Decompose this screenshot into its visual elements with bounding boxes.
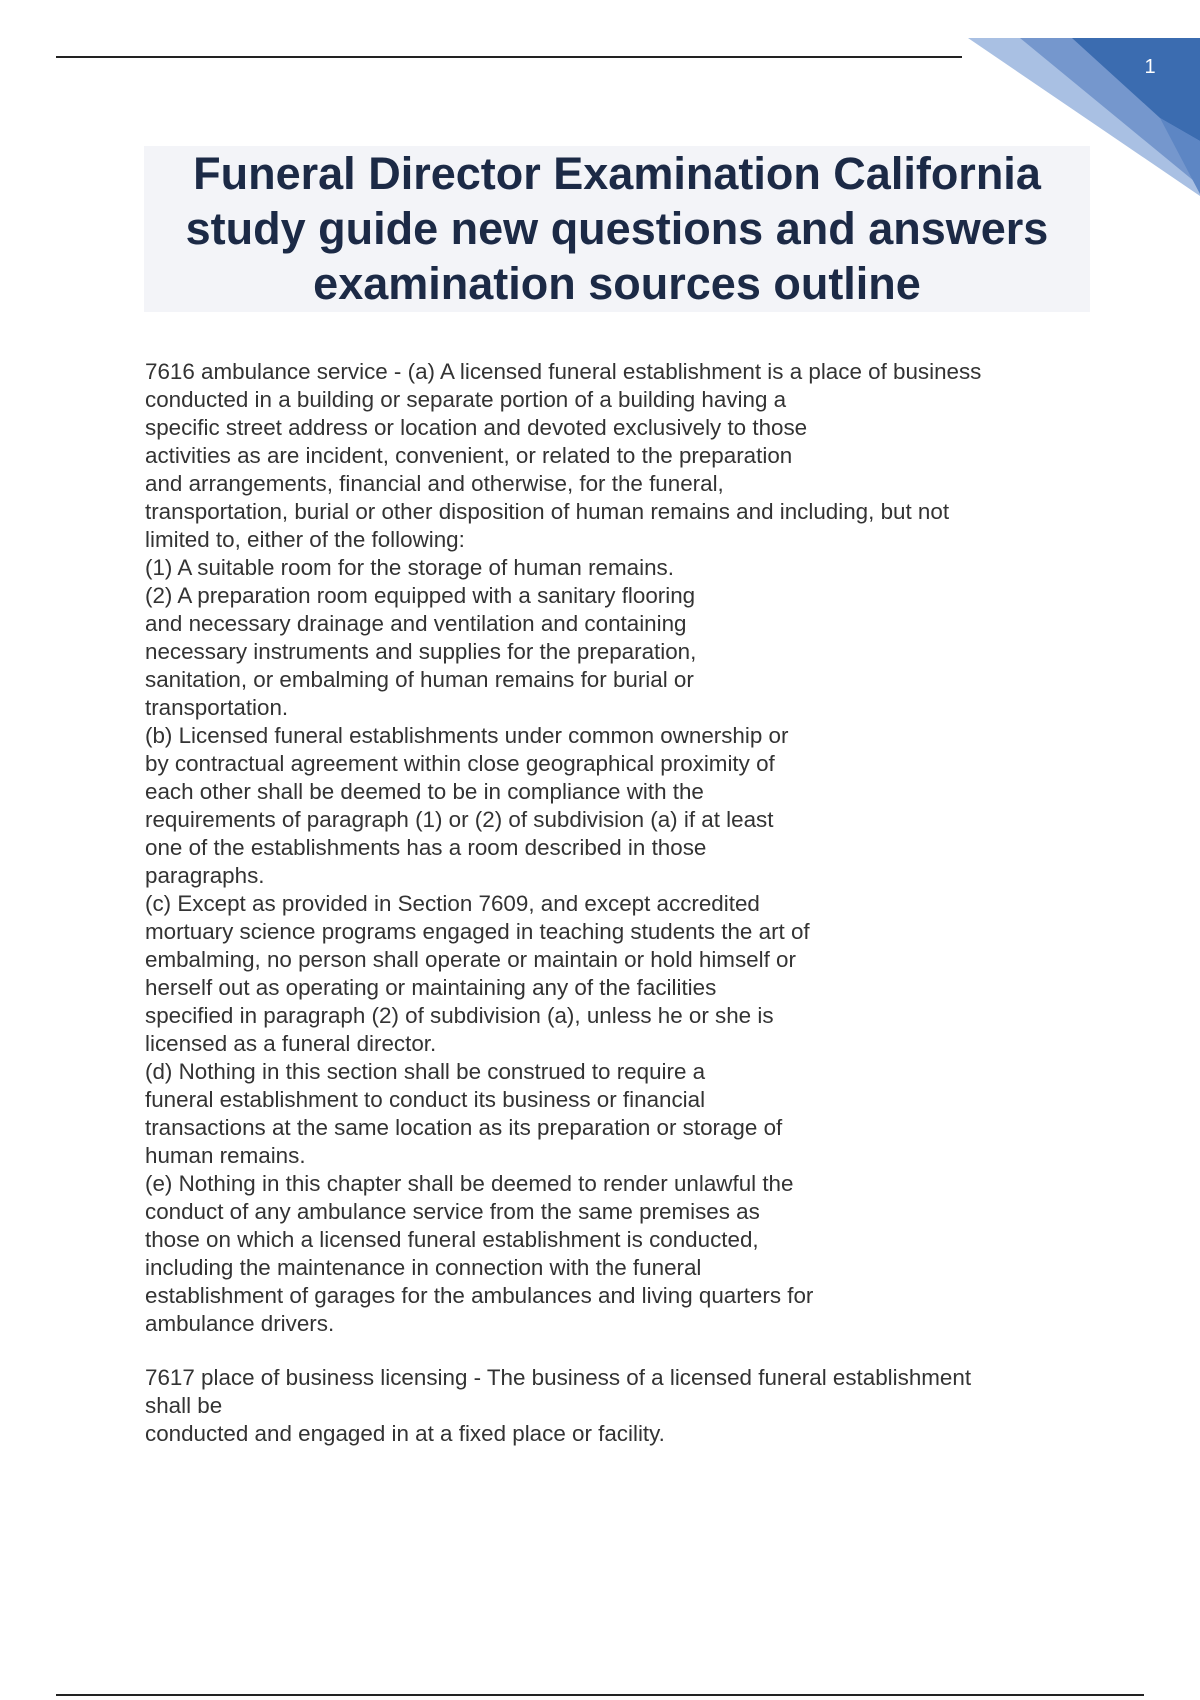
- text-line: (d) Nothing in this section shall be construed to require a: [145, 1059, 706, 1084]
- text-line: (2) A preparation room equipped with a sanitary flooring: [145, 583, 696, 608]
- document-body: [145, 358, 1145, 1448]
- text-line: sanitation, or embalming of human remains for burial or: [145, 667, 694, 692]
- footer-rule: [56, 1694, 1144, 1696]
- title-line: Funeral Director Examination California: [193, 148, 1041, 199]
- text-line: specified in paragraph (2) of subdivision (a), unless he or she is: [145, 1003, 774, 1028]
- text-line: herself out as operating or maintaining any of the facilities: [145, 975, 717, 1000]
- text-line: and necessary drainage and ventilation and containing: [145, 611, 687, 636]
- section-7617: [145, 1364, 1145, 1448]
- text-line: transportation, burial or other disposition of human remains and including, but not: [145, 499, 950, 524]
- text-line: human remains.: [145, 1143, 306, 1168]
- text-line: and arrangements, financial and otherwise, for the funeral,: [145, 471, 724, 496]
- text-line: 7617 place of business licensing - The business of a licensed funeral establishment: [145, 1365, 972, 1390]
- text-line: one of the establishments has a room described in those: [145, 835, 707, 860]
- text-line: conduct of any ambulance service from the same premises as: [145, 1199, 760, 1224]
- paragraph-gap: [145, 1338, 1145, 1364]
- title-line: examination sources outline: [313, 258, 921, 309]
- text-line: those on which a licensed funeral establishment is conducted,: [145, 1227, 759, 1252]
- header-rule: [56, 56, 962, 58]
- text-line: activities as are incident, convenient, or related to the preparation: [145, 443, 793, 468]
- text-line: including the maintenance in connection with the funeral: [145, 1255, 702, 1280]
- text-line: 7616 ambulance service - (a) A licensed funeral establishment is a place of business: [145, 359, 982, 384]
- text-line: (b) Licensed funeral establishments under common ownership or: [145, 723, 789, 748]
- text-line: requirements of paragraph (1) or (2) of subdivision (a) if at least: [145, 807, 774, 832]
- text-line: conducted in a building or separate portion of a building having a: [145, 387, 787, 412]
- document-title: [144, 146, 1090, 312]
- text-line: ambulance drivers.: [145, 1311, 335, 1336]
- text-line: specific street address or location and devoted exclusively to those: [145, 415, 808, 440]
- section-7616: [145, 358, 1145, 1338]
- text-line: paragraphs.: [145, 863, 265, 888]
- text-line: funeral establishment to conduct its business or financial: [145, 1087, 706, 1112]
- text-line: shall be: [145, 1393, 223, 1418]
- title-line: study guide new questions and answers: [185, 203, 1049, 254]
- text-line: transportation.: [145, 695, 289, 720]
- text-line: necessary instruments and supplies for the preparation,: [145, 639, 697, 664]
- text-line: by contractual agreement within close geographical proximity of: [145, 751, 775, 776]
- text-line: (e) Nothing in this chapter shall be deemed to render unlawful the: [145, 1171, 794, 1196]
- text-line: licensed as a funeral director.: [145, 1031, 437, 1056]
- text-line: embalming, no person shall operate or maintain or hold himself or: [145, 947, 796, 972]
- text-line: each other shall be deemed to be in compliance with the: [145, 779, 704, 804]
- text-line: (c) Except as provided in Section 7609, and except accredited: [145, 891, 760, 916]
- text-line: transactions at the same location as its preparation or storage of: [145, 1115, 783, 1140]
- page-number: 1: [1144, 56, 1156, 78]
- text-line: mortuary science programs engaged in teaching students the art of: [145, 919, 810, 944]
- text-line: establishment of garages for the ambulances and living quarters for: [145, 1283, 814, 1308]
- text-line: conducted and engaged in at a fixed place or facility.: [145, 1421, 665, 1446]
- text-line: (1) A suitable room for the storage of human remains.: [145, 555, 674, 580]
- text-line: limited to, either of the following:: [145, 527, 465, 552]
